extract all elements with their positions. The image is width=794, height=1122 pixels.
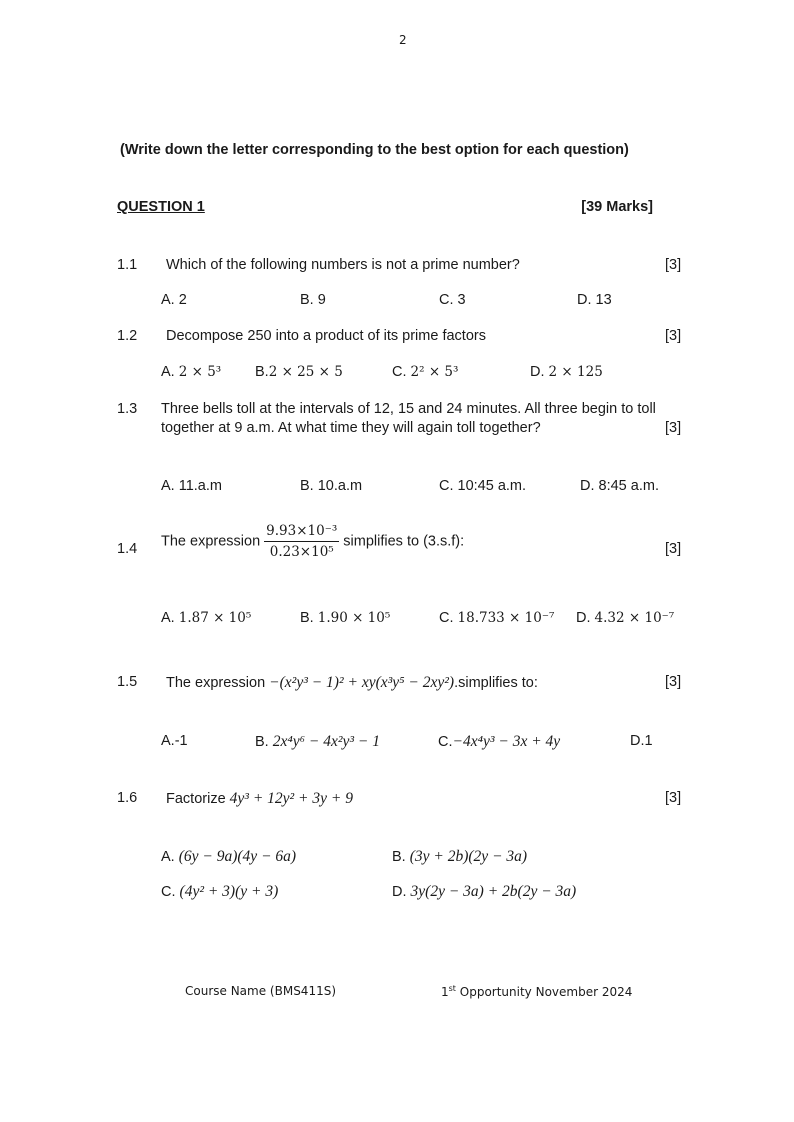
item-marks: [3] bbox=[665, 328, 682, 344]
option-b: B. 2x⁴y⁶ − 4x²y³ − 1 bbox=[255, 733, 380, 750]
item-text: Three bells toll at the intervals of 12, 15 and 24 minutes. All three begin to toll bbox=[161, 401, 656, 417]
item-number: 1.5 bbox=[117, 674, 138, 690]
item-text: Decompose 250 into a product of its prime factors bbox=[166, 328, 486, 344]
fraction: $\frac{\text{9.93×10⁻³}}{\text{0.23×10⁵}}$ bbox=[266, 523, 338, 560]
question-header bbox=[117, 199, 653, 215]
item-text: Which of the following numbers is not a prime number? bbox=[166, 257, 520, 273]
option-c: C. 2² × 5³ bbox=[392, 364, 459, 380]
option-a: A. 2 bbox=[161, 292, 187, 308]
option-c: C. 3 bbox=[439, 292, 466, 308]
option-a: A. (6y − 9a)(4y − 6a) bbox=[161, 848, 297, 865]
item-number: 1.3 bbox=[117, 401, 138, 417]
option-b: B. 1.90 × 10⁵ bbox=[300, 610, 391, 626]
option-a: A. 1.87 × 10⁵ bbox=[161, 610, 252, 626]
option-d: D.1 bbox=[630, 733, 653, 749]
option-c: C. 18.733 × 10⁻⁷ bbox=[439, 610, 555, 626]
item-number: 1.6 bbox=[117, 790, 138, 806]
item-number: 1.1 bbox=[117, 257, 138, 273]
option-b: B. 9 bbox=[300, 292, 326, 308]
item-marks: [3] bbox=[665, 790, 682, 806]
footer-course: Course Name (BMS411S) bbox=[185, 984, 337, 998]
option-d: D. 8:45 a.m. bbox=[580, 478, 659, 494]
item-text: The expression −(x²y³ − 1)² + xy(x³y⁵ − 2xy²).simplifies to: bbox=[166, 674, 538, 691]
option-d: D. 3y(2y − 3a) + 2b(2y − 3a) bbox=[392, 883, 577, 900]
option-c: C.−4x⁴y³ − 3x + 4y bbox=[438, 733, 561, 750]
question-title: QUESTION 1 bbox=[117, 199, 205, 215]
instruction: (Write down the letter corresponding to the best option for each question) bbox=[120, 142, 629, 158]
item-marks: [3] bbox=[665, 541, 682, 557]
item-marks: [3] bbox=[665, 257, 682, 273]
item-text: Factorize 4y³ + 12y² + 3y + 9 bbox=[166, 790, 353, 807]
option-a: A.-1 bbox=[161, 733, 188, 749]
item-text: The expression $\frac{\text{9.93×10⁻³}}{\text{0.23×10⁵}}$ simplifies to (3.s.f): bbox=[161, 523, 465, 560]
item-marks: [3] bbox=[665, 420, 682, 436]
option-d: D. 13 bbox=[577, 292, 612, 308]
item-number: 1.4 bbox=[117, 541, 138, 557]
option-c: C. (4y² + 3)(y + 3) bbox=[161, 883, 279, 900]
question-marks: [39 Marks] bbox=[581, 199, 653, 215]
item-marks: [3] bbox=[665, 674, 682, 690]
item-number: 1.2 bbox=[117, 328, 138, 344]
option-b: B.2 × 25 × 5 bbox=[255, 364, 343, 380]
option-a: A. 11.a.m bbox=[161, 478, 222, 494]
option-d: D. 2 × 125 bbox=[530, 364, 603, 380]
page-number: 2 bbox=[399, 33, 407, 47]
option-d: D. 4.32 × 10⁻⁷ bbox=[576, 610, 675, 626]
option-c: C. 10:45 a.m. bbox=[439, 478, 527, 494]
option-a: A. 2 × 5³ bbox=[161, 364, 222, 380]
footer-opportunity: 1st Opportunity November 2024 bbox=[441, 984, 633, 999]
option-b: B. (3y + 2b)(2y − 3a) bbox=[392, 848, 528, 865]
item-text-cont: together at 9 a.m. At what time they will again toll together? bbox=[161, 420, 541, 436]
option-b: B. 10.a.m bbox=[300, 478, 363, 494]
